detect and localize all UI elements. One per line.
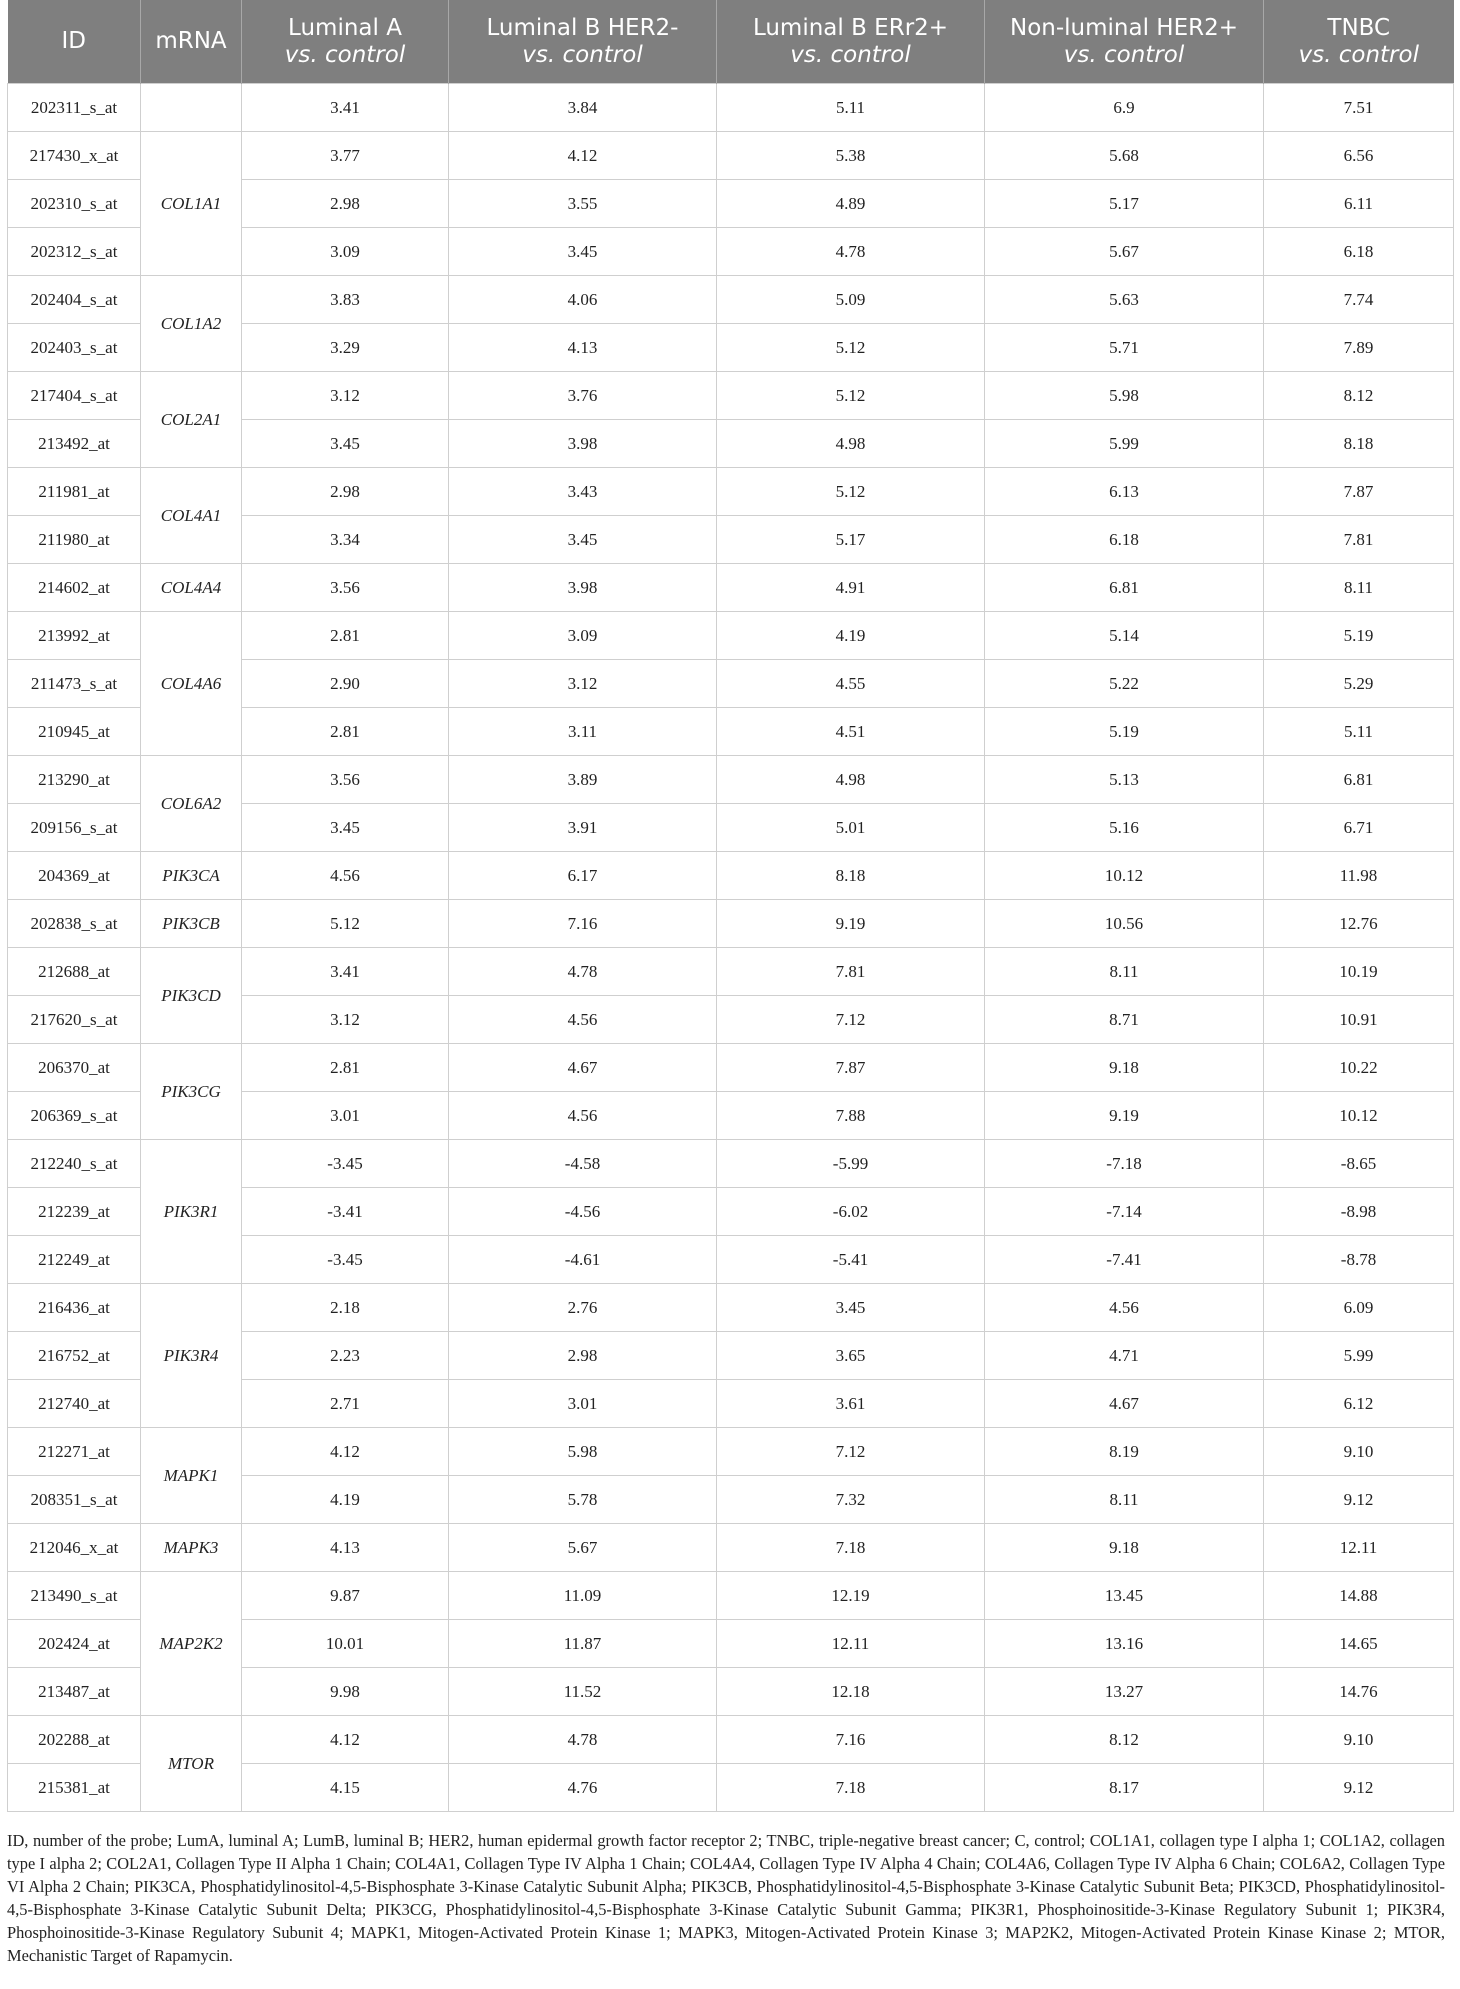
value-cell: 2.81 xyxy=(242,1044,449,1092)
probe-id-cell: 213992_at xyxy=(8,612,141,660)
table-row xyxy=(8,372,1454,420)
table-row xyxy=(8,852,1454,900)
value-cell: -7.18 xyxy=(985,1140,1264,1188)
value-cell: 7.81 xyxy=(717,948,985,996)
table-container xyxy=(7,0,1453,1812)
value-cell: 5.17 xyxy=(985,180,1264,228)
value-cell: 2.81 xyxy=(242,612,449,660)
gene-cell: MAPK3 xyxy=(141,1524,242,1572)
value-cell: 6.11 xyxy=(1264,180,1454,228)
value-cell: 3.89 xyxy=(449,756,717,804)
gene-cell: COL4A6 xyxy=(141,612,242,756)
value-cell: 3.12 xyxy=(242,372,449,420)
column-header-label: Luminal A xyxy=(288,14,402,41)
value-cell: 9.87 xyxy=(242,1572,449,1620)
value-cell: 3.41 xyxy=(242,948,449,996)
value-cell: 7.18 xyxy=(717,1764,985,1812)
value-cell: 3.01 xyxy=(449,1380,717,1428)
value-cell: 7.16 xyxy=(449,900,717,948)
value-cell: 3.43 xyxy=(449,468,717,516)
table-row xyxy=(8,1572,1454,1620)
value-cell: 5.11 xyxy=(717,84,985,132)
probe-id-cell: 212046_x_at xyxy=(8,1524,141,1572)
value-cell: 4.89 xyxy=(717,180,985,228)
column-header xyxy=(985,0,1264,84)
value-cell: 14.76 xyxy=(1264,1668,1454,1716)
probe-id-cell: 213490_s_at xyxy=(8,1572,141,1620)
gene-cell: MAPK1 xyxy=(141,1428,242,1524)
table-row xyxy=(8,84,1454,132)
column-header-label: TNBC xyxy=(1327,14,1391,41)
value-cell: 5.12 xyxy=(242,900,449,948)
value-cell: 8.11 xyxy=(985,948,1264,996)
table-row xyxy=(8,612,1454,660)
table-row xyxy=(8,468,1454,516)
value-cell: 4.55 xyxy=(717,660,985,708)
value-cell: 9.12 xyxy=(1264,1476,1454,1524)
probe-id-cell: 213492_at xyxy=(8,420,141,468)
probe-id-cell: 212240_s_at xyxy=(8,1140,141,1188)
value-cell: 3.56 xyxy=(242,756,449,804)
value-cell: 7.12 xyxy=(717,1428,985,1476)
value-cell: 5.22 xyxy=(985,660,1264,708)
value-cell: 8.71 xyxy=(985,996,1264,1044)
value-cell: 9.19 xyxy=(717,900,985,948)
value-cell: -4.61 xyxy=(449,1236,717,1284)
gene-cell: COL4A1 xyxy=(141,468,242,564)
value-cell: 5.16 xyxy=(985,804,1264,852)
value-cell: 9.10 xyxy=(1264,1428,1454,1476)
probe-id-cell: 202404_s_at xyxy=(8,276,141,324)
value-cell: 8.19 xyxy=(985,1428,1264,1476)
value-cell: 12.19 xyxy=(717,1572,985,1620)
value-cell: 5.38 xyxy=(717,132,985,180)
value-cell: 3.84 xyxy=(449,84,717,132)
probe-id-cell: 209156_s_at xyxy=(8,804,141,852)
value-cell: 4.13 xyxy=(242,1524,449,1572)
value-cell: 3.83 xyxy=(242,276,449,324)
table-row xyxy=(8,132,1454,180)
value-cell: 6.09 xyxy=(1264,1284,1454,1332)
table-row xyxy=(8,900,1454,948)
value-cell: 4.98 xyxy=(717,756,985,804)
value-cell: 3.45 xyxy=(242,804,449,852)
probe-id-cell: 216436_at xyxy=(8,1284,141,1332)
probe-id-cell: 212688_at xyxy=(8,948,141,996)
gene-cell: PIK3CD xyxy=(141,948,242,1044)
value-cell: 8.18 xyxy=(1264,420,1454,468)
column-header-label: Non-luminal HER2+ xyxy=(1009,14,1238,41)
value-cell: 4.12 xyxy=(449,132,717,180)
value-cell: -7.14 xyxy=(985,1188,1264,1236)
probe-id-cell: 217404_s_at xyxy=(8,372,141,420)
value-cell: 6.12 xyxy=(1264,1380,1454,1428)
value-cell: -3.45 xyxy=(242,1140,449,1188)
probe-id-cell: 202311_s_at xyxy=(8,84,141,132)
value-cell: 5.09 xyxy=(717,276,985,324)
value-cell: 9.12 xyxy=(1264,1764,1454,1812)
value-cell: 7.12 xyxy=(717,996,985,1044)
value-cell: 3.45 xyxy=(449,516,717,564)
value-cell: 3.09 xyxy=(449,612,717,660)
value-cell: 11.87 xyxy=(449,1620,717,1668)
value-cell: 14.65 xyxy=(1264,1620,1454,1668)
table-row xyxy=(8,1284,1454,1332)
value-cell: 11.09 xyxy=(449,1572,717,1620)
value-cell: 7.74 xyxy=(1264,276,1454,324)
probe-id-cell: 211981_at xyxy=(8,468,141,516)
gene-cell: MAP2K2 xyxy=(141,1572,242,1716)
value-cell: 3.55 xyxy=(449,180,717,228)
probe-id-cell: 214602_at xyxy=(8,564,141,612)
value-cell: 10.22 xyxy=(1264,1044,1454,1092)
probe-id-cell: 213290_at xyxy=(8,756,141,804)
value-cell: 5.12 xyxy=(717,324,985,372)
gene-cell: PIK3CA xyxy=(141,852,242,900)
value-cell: 8.12 xyxy=(1264,372,1454,420)
value-cell: 7.88 xyxy=(717,1092,985,1140)
value-cell: 3.76 xyxy=(449,372,717,420)
value-cell: 5.29 xyxy=(1264,660,1454,708)
value-cell: 12.18 xyxy=(717,1668,985,1716)
value-cell: 14.88 xyxy=(1264,1572,1454,1620)
gene-cell: PIK3CB xyxy=(141,900,242,948)
value-cell: 2.71 xyxy=(242,1380,449,1428)
table-row xyxy=(8,564,1454,612)
value-cell: -3.45 xyxy=(242,1236,449,1284)
value-cell: 7.87 xyxy=(1264,468,1454,516)
table-row xyxy=(8,1716,1454,1764)
value-cell: -8.98 xyxy=(1264,1188,1454,1236)
value-cell: 4.19 xyxy=(242,1476,449,1524)
value-cell: 5.63 xyxy=(985,276,1264,324)
value-cell: 7.16 xyxy=(717,1716,985,1764)
column-header-label: Luminal B HER2- xyxy=(486,14,679,41)
column-header xyxy=(141,0,242,84)
value-cell: 3.77 xyxy=(242,132,449,180)
value-cell: 6.71 xyxy=(1264,804,1454,852)
value-cell: -6.02 xyxy=(717,1188,985,1236)
value-cell: 2.18 xyxy=(242,1284,449,1332)
probe-id-cell: 202838_s_at xyxy=(8,900,141,948)
gene-cell: PIK3R4 xyxy=(141,1284,242,1428)
value-cell: -5.41 xyxy=(717,1236,985,1284)
value-cell: 4.56 xyxy=(985,1284,1264,1332)
value-cell: -3.41 xyxy=(242,1188,449,1236)
value-cell: 4.67 xyxy=(449,1044,717,1092)
probe-id-cell: 202310_s_at xyxy=(8,180,141,228)
value-cell: 3.11 xyxy=(449,708,717,756)
value-cell: 2.90 xyxy=(242,660,449,708)
value-cell: 8.12 xyxy=(985,1716,1264,1764)
table-footnote: ID, number of the probe; LumA, luminal A; LumB, luminal B; HER2, human epidermal growth factor receptor 2; TNBC, triple-negative breast cancer; C, control; COL1A1, collagen type I alpha 1; COL1A2, collagen type I alpha 2; COL2A1, Collagen Type II Alpha 1 Chain; COL4A1, Collagen Type IV Alpha 1 Chain; COL4A4, Collagen Type IV Alpha 4 Chain; COL4A6, Collagen Type IV Alpha 6 Chain; COL6A2, Collagen Type VI Alpha 2 Chain; PIK3CA, Phosphatidylinositol-4,5-Bisphosphate 3-Kinase Catalytic Subunit Alpha; PIK3CB, Phosphatidylinositol-4,5-Bisphosphate 3-Kinase Catalytic Subunit Beta; PIK3CD, Phosphatidylinositol-4,5-Bisphosphate 3-Kinase Catalytic Subunit Delta; PIK3CG, Phosphatidylinositol-4,5-Bisphosphate 3-Kinase Catalytic Subunit Gamma; PIK3R1, Phosphoinositide-3-Kinase Regulatory Subunit 1; PIK3R4, Phosphoinositide-3-Kinase Regulatory Subunit 4; MAPK1, Mitogen-Activated Protein Kinase 1; MAPK3, Mitogen-Activated Protein Kinase 3; MAP2K2, Mitogen-Activated Protein Kinase Kinase 2; MTOR, Mechanistic Target of Rapamycin. xyxy=(7,1831,1445,1965)
value-cell: 4.56 xyxy=(449,1092,717,1140)
value-cell: 10.01 xyxy=(242,1620,449,1668)
value-cell: 4.15 xyxy=(242,1764,449,1812)
gene-cell: COL6A2 xyxy=(141,756,242,852)
table-row xyxy=(8,1428,1454,1476)
probe-id-cell: 206370_at xyxy=(8,1044,141,1092)
gene-cell: COL1A1 xyxy=(141,132,242,276)
value-cell: 6.18 xyxy=(985,516,1264,564)
value-cell: 6.56 xyxy=(1264,132,1454,180)
value-cell: 5.12 xyxy=(717,468,985,516)
value-cell: 13.45 xyxy=(985,1572,1264,1620)
value-cell: 4.51 xyxy=(717,708,985,756)
value-cell: 6.81 xyxy=(985,564,1264,612)
probe-id-cell: 211473_s_at xyxy=(8,660,141,708)
probe-id-cell: 215381_at xyxy=(8,1764,141,1812)
value-cell: 4.91 xyxy=(717,564,985,612)
value-cell: 4.56 xyxy=(449,996,717,1044)
value-cell: 3.29 xyxy=(242,324,449,372)
value-cell: 8.17 xyxy=(985,1764,1264,1812)
value-cell: 9.10 xyxy=(1264,1716,1454,1764)
expression-table xyxy=(7,0,1454,1812)
value-cell: 8.18 xyxy=(717,852,985,900)
value-cell: 5.98 xyxy=(449,1428,717,1476)
probe-id-cell: 213487_at xyxy=(8,1668,141,1716)
value-cell: 13.27 xyxy=(985,1668,1264,1716)
gene-cell: PIK3CG xyxy=(141,1044,242,1140)
value-cell: 3.12 xyxy=(449,660,717,708)
column-header xyxy=(717,0,985,84)
value-cell: -8.78 xyxy=(1264,1236,1454,1284)
value-cell: -4.56 xyxy=(449,1188,717,1236)
table-body xyxy=(8,84,1454,1812)
value-cell: 6.13 xyxy=(985,468,1264,516)
value-cell: 4.06 xyxy=(449,276,717,324)
table-row xyxy=(8,1524,1454,1572)
value-cell: 13.16 xyxy=(985,1620,1264,1668)
value-cell: 5.99 xyxy=(1264,1332,1454,1380)
value-cell: 10.19 xyxy=(1264,948,1454,996)
value-cell: 3.65 xyxy=(717,1332,985,1380)
probe-id-cell: 216752_at xyxy=(8,1332,141,1380)
value-cell: 2.81 xyxy=(242,708,449,756)
value-cell: 4.56 xyxy=(242,852,449,900)
probe-id-cell: 206369_s_at xyxy=(8,1092,141,1140)
value-cell: 2.23 xyxy=(242,1332,449,1380)
value-cell: 7.81 xyxy=(1264,516,1454,564)
gene-cell: MTOR xyxy=(141,1716,242,1812)
value-cell: 5.14 xyxy=(985,612,1264,660)
value-cell: 7.87 xyxy=(717,1044,985,1092)
value-cell: 5.99 xyxy=(985,420,1264,468)
value-cell: 4.12 xyxy=(242,1716,449,1764)
value-cell: -7.41 xyxy=(985,1236,1264,1284)
column-header-label: ID xyxy=(61,28,86,54)
value-cell: 3.41 xyxy=(242,84,449,132)
gene-cell: COL1A2 xyxy=(141,276,242,372)
value-cell: 5.78 xyxy=(449,1476,717,1524)
value-cell: 10.12 xyxy=(985,852,1264,900)
column-header-sublabel: vs. control xyxy=(1063,41,1185,68)
value-cell: 4.78 xyxy=(717,228,985,276)
value-cell: 5.19 xyxy=(1264,612,1454,660)
probe-id-cell: 212249_at xyxy=(8,1236,141,1284)
value-cell: 5.17 xyxy=(717,516,985,564)
value-cell: 3.45 xyxy=(242,420,449,468)
probe-id-cell: 208351_s_at xyxy=(8,1476,141,1524)
value-cell: 10.12 xyxy=(1264,1092,1454,1140)
gene-cell xyxy=(141,84,242,132)
table-row xyxy=(8,276,1454,324)
column-header-sublabel: vs. control xyxy=(1298,41,1419,68)
gene-cell: PIK3R1 xyxy=(141,1140,242,1284)
value-cell: 3.12 xyxy=(242,996,449,1044)
table-header xyxy=(8,0,1454,84)
value-cell: 9.18 xyxy=(985,1044,1264,1092)
value-cell: 3.91 xyxy=(449,804,717,852)
probe-id-cell: 202403_s_at xyxy=(8,324,141,372)
value-cell: 5.71 xyxy=(985,324,1264,372)
value-cell: 5.67 xyxy=(449,1524,717,1572)
probe-id-cell: 211980_at xyxy=(8,516,141,564)
value-cell: 4.78 xyxy=(449,1716,717,1764)
value-cell: 6.17 xyxy=(449,852,717,900)
table-row xyxy=(8,756,1454,804)
value-cell: 2.98 xyxy=(242,468,449,516)
header-row xyxy=(8,0,1454,84)
value-cell: 4.12 xyxy=(242,1428,449,1476)
column-header xyxy=(8,0,141,84)
probe-id-cell: 210945_at xyxy=(8,708,141,756)
table-row xyxy=(8,948,1454,996)
column-header-label: mRNA xyxy=(155,28,227,54)
value-cell: 7.32 xyxy=(717,1476,985,1524)
value-cell: -4.58 xyxy=(449,1140,717,1188)
value-cell: 3.34 xyxy=(242,516,449,564)
value-cell: 4.98 xyxy=(717,420,985,468)
value-cell: 11.52 xyxy=(449,1668,717,1716)
value-cell: 6.81 xyxy=(1264,756,1454,804)
value-cell: 10.56 xyxy=(985,900,1264,948)
value-cell: 7.18 xyxy=(717,1524,985,1572)
value-cell: 12.76 xyxy=(1264,900,1454,948)
value-cell: 5.67 xyxy=(985,228,1264,276)
value-cell: 3.61 xyxy=(717,1380,985,1428)
column-header-sublabel: vs. control xyxy=(284,41,406,68)
column-header xyxy=(1264,0,1454,84)
value-cell: 5.12 xyxy=(717,372,985,420)
value-cell: 5.13 xyxy=(985,756,1264,804)
probe-id-cell: 202312_s_at xyxy=(8,228,141,276)
value-cell: 3.98 xyxy=(449,564,717,612)
value-cell: -5.99 xyxy=(717,1140,985,1188)
gene-cell: COL4A4 xyxy=(141,564,242,612)
value-cell: 7.89 xyxy=(1264,324,1454,372)
probe-id-cell: 212239_at xyxy=(8,1188,141,1236)
value-cell: 12.11 xyxy=(717,1620,985,1668)
value-cell: 8.11 xyxy=(985,1476,1264,1524)
column-header-sublabel: vs. control xyxy=(522,41,643,68)
value-cell: 5.98 xyxy=(985,372,1264,420)
value-cell: 6.9 xyxy=(985,84,1264,132)
value-cell: 2.98 xyxy=(449,1332,717,1380)
value-cell: 3.45 xyxy=(717,1284,985,1332)
value-cell: 4.71 xyxy=(985,1332,1264,1380)
probe-id-cell: 212271_at xyxy=(8,1428,141,1476)
value-cell: -8.65 xyxy=(1264,1140,1454,1188)
value-cell: 3.01 xyxy=(242,1092,449,1140)
value-cell: 9.19 xyxy=(985,1092,1264,1140)
probe-id-cell: 217430_x_at xyxy=(8,132,141,180)
value-cell: 12.11 xyxy=(1264,1524,1454,1572)
value-cell: 2.98 xyxy=(242,180,449,228)
column-header xyxy=(242,0,449,84)
value-cell: 4.76 xyxy=(449,1764,717,1812)
value-cell: 7.51 xyxy=(1264,84,1454,132)
value-cell: 8.11 xyxy=(1264,564,1454,612)
probe-id-cell: 202288_at xyxy=(8,1716,141,1764)
column-header-label: Luminal B ERr2+ xyxy=(752,14,949,41)
value-cell: 2.76 xyxy=(449,1284,717,1332)
value-cell: 5.19 xyxy=(985,708,1264,756)
value-cell: 3.56 xyxy=(242,564,449,612)
value-cell: 11.98 xyxy=(1264,852,1454,900)
table-row xyxy=(8,1140,1454,1188)
value-cell: 5.68 xyxy=(985,132,1264,180)
value-cell: 5.11 xyxy=(1264,708,1454,756)
column-header-sublabel: vs. control xyxy=(790,41,911,68)
value-cell: 4.13 xyxy=(449,324,717,372)
value-cell: 5.01 xyxy=(717,804,985,852)
probe-id-cell: 217620_s_at xyxy=(8,996,141,1044)
probe-id-cell: 202424_at xyxy=(8,1620,141,1668)
value-cell: 9.18 xyxy=(985,1524,1264,1572)
value-cell: 4.19 xyxy=(717,612,985,660)
value-cell: 6.18 xyxy=(1264,228,1454,276)
value-cell: 3.09 xyxy=(242,228,449,276)
value-cell: 3.45 xyxy=(449,228,717,276)
value-cell: 9.98 xyxy=(242,1668,449,1716)
probe-id-cell: 212740_at xyxy=(8,1380,141,1428)
probe-id-cell: 204369_at xyxy=(8,852,141,900)
gene-cell: COL2A1 xyxy=(141,372,242,468)
value-cell: 3.98 xyxy=(449,420,717,468)
table-row xyxy=(8,1044,1454,1092)
column-header xyxy=(449,0,717,84)
value-cell: 10.91 xyxy=(1264,996,1454,1044)
value-cell: 4.67 xyxy=(985,1380,1264,1428)
value-cell: 4.78 xyxy=(449,948,717,996)
